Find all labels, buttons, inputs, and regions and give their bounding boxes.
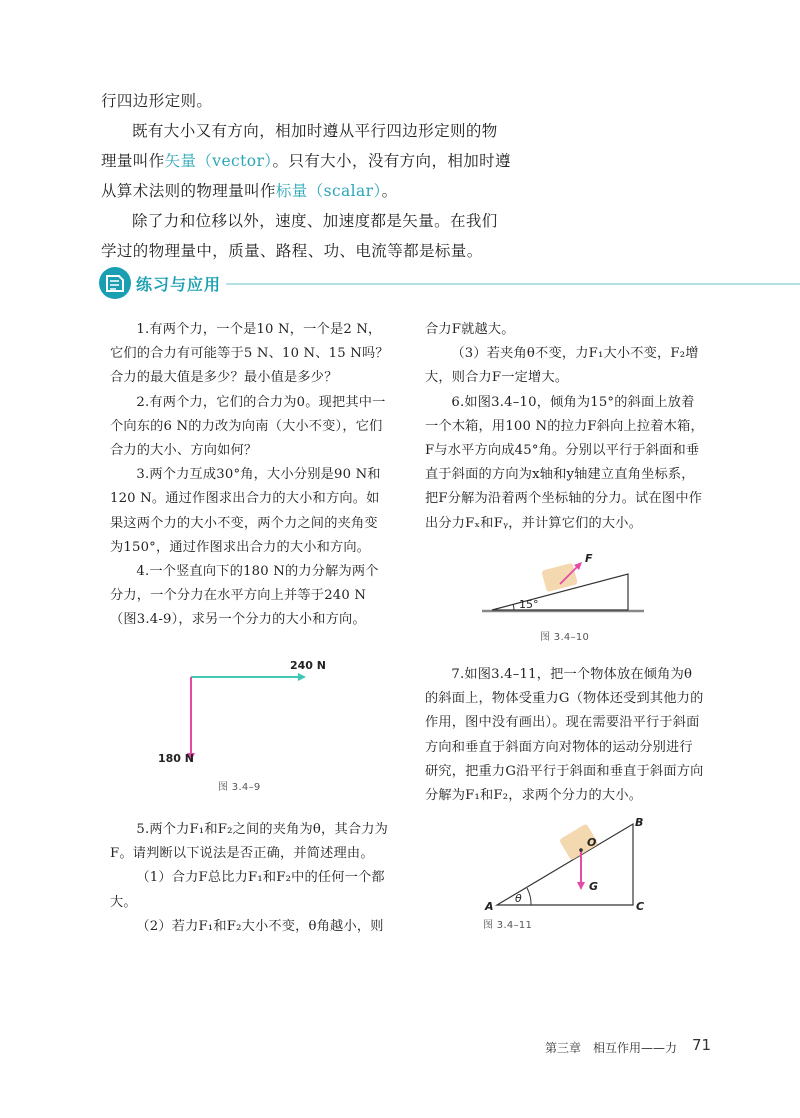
section-divider [226, 283, 800, 285]
wooden-box [541, 563, 578, 593]
label-240n: 240 N [290, 659, 326, 672]
intro-paragraph-1: 行四边形定则。 [101, 92, 213, 110]
label-15-degrees: 15° [519, 598, 539, 611]
left-column [110, 318, 390, 633]
question-1: 1.有两个力，一个是10 N，一个是2 N，它们的合力有可能等于5 N、10 N、15 N吗？合力的最大值是多少？最小值是多少？ [110, 322, 389, 386]
vector-term: 矢量（vector） [164, 152, 273, 170]
section-title: 练习与应用 [136, 275, 222, 294]
question-2: 2.有两个力，它们的合力为0。现把其中一个向东的6 N的力改为向南（大小不变），它们合力的大小、方向如何？ [110, 394, 386, 459]
figure-caption: 图 3.4–9 [218, 782, 261, 793]
exercise-icon [98, 266, 132, 300]
question-7: 7.如图3.4–11，把一个物体放在倾角为θ的斜面上，物体受重力G（物体还受到其他力的作用，图中没有画出）。现在需要沿平行于斜面方向和垂直于斜面方向对物体的运动分别进行研究，把重力G沿平行于斜面和垂直于斜面方向分解为F₁和F₂，求两个分力的大小。 [425, 667, 704, 804]
horizontal-arrowhead [298, 673, 306, 681]
section-header [98, 266, 800, 302]
right-column [425, 318, 705, 536]
label-g: G [589, 880, 599, 893]
incline-diagram-10 [478, 548, 648, 618]
label-a: A [485, 900, 494, 913]
intro-text-segment: 既有大小又有方向，相加时遵从平行四边形定则的物理量叫作 [101, 122, 498, 170]
intro-text [101, 86, 511, 266]
right-column-bottom [425, 663, 705, 808]
figure-3-4-11 [483, 812, 653, 932]
label-theta: θ [515, 892, 522, 905]
question-5: 5.两个力F₁和F₂之间的夹角为θ，其合力为F。请判断以下说法是否正确，并简述理由。 [110, 822, 388, 862]
label-f: F [585, 552, 593, 565]
intro-text-segment: 。只有大小，没有方向，相加时遵从算术法则的物理量叫作 [101, 152, 511, 200]
label-180n: 180 N [158, 752, 194, 765]
question-5-item-3: （3）若夹角θ不变，力F₁大小不变，F₂增大，则合力F一定增大。 [425, 346, 699, 386]
question-3: 3.两个力互成30°角，大小分别是90 N和120 N。通过作图求出合力的大小和方向。如果这两个力的大小不变，两个力之间的夹角变为150°，通过作图求出合力的大小和方向。 [110, 467, 381, 555]
figure-caption: 图 3.4–11 [483, 920, 533, 931]
center-point [579, 848, 583, 852]
figure-3-4-10 [478, 548, 648, 648]
intro-text-segment: 。 [381, 182, 398, 200]
label-b: B [635, 816, 644, 829]
label-c: C [636, 900, 645, 913]
scalar-term: 标量（scalar） [275, 182, 382, 200]
question-5-item-2-continued: 合力F就越大。 [425, 322, 515, 337]
figure-3-4-9 [150, 655, 350, 795]
figure-caption: 图 3.4–10 [540, 632, 590, 643]
chapter-footer: 第三章 相互作用——力 [545, 1041, 678, 1055]
incline-diagram-11 [483, 812, 653, 912]
question-6: 6.如图3.4–10，倾角为15°的斜面上放着一个木箱，用100 N的拉力F斜向上拉着木箱，F与水平方向成45°角。分别以平行于斜面和垂直于斜面的方向为x轴和y轴建立直角坐标系，把F分解为沿着两个坐标轴的分力。试在图中作出分力Fₓ和Fᵧ，并计算它们的大小。 [425, 394, 704, 531]
question-4: 4.一个竖直向下的180 N的力分解为两个分力，一个分力在水平方向上并等于240 N（图3.4-9），求另一个分力的大小和方向。 [110, 564, 379, 628]
intro-paragraph-2 [101, 116, 511, 206]
page-number: 71 [692, 1036, 712, 1054]
question-5-item-2: （2）若力F₁和F₂大小不变，θ角越小，则 [136, 918, 384, 934]
label-o: O [587, 836, 597, 849]
intro-paragraph-3: 除了力和位移以外，速度、加速度都是矢量。在我们学过的物理量中，质量、路程、功、电流等都是标量。 [101, 212, 498, 260]
left-column-bottom [110, 818, 390, 939]
question-5-item-1: （1）合力F总比力F₁和F₂中的任何一个都大。 [110, 870, 385, 910]
